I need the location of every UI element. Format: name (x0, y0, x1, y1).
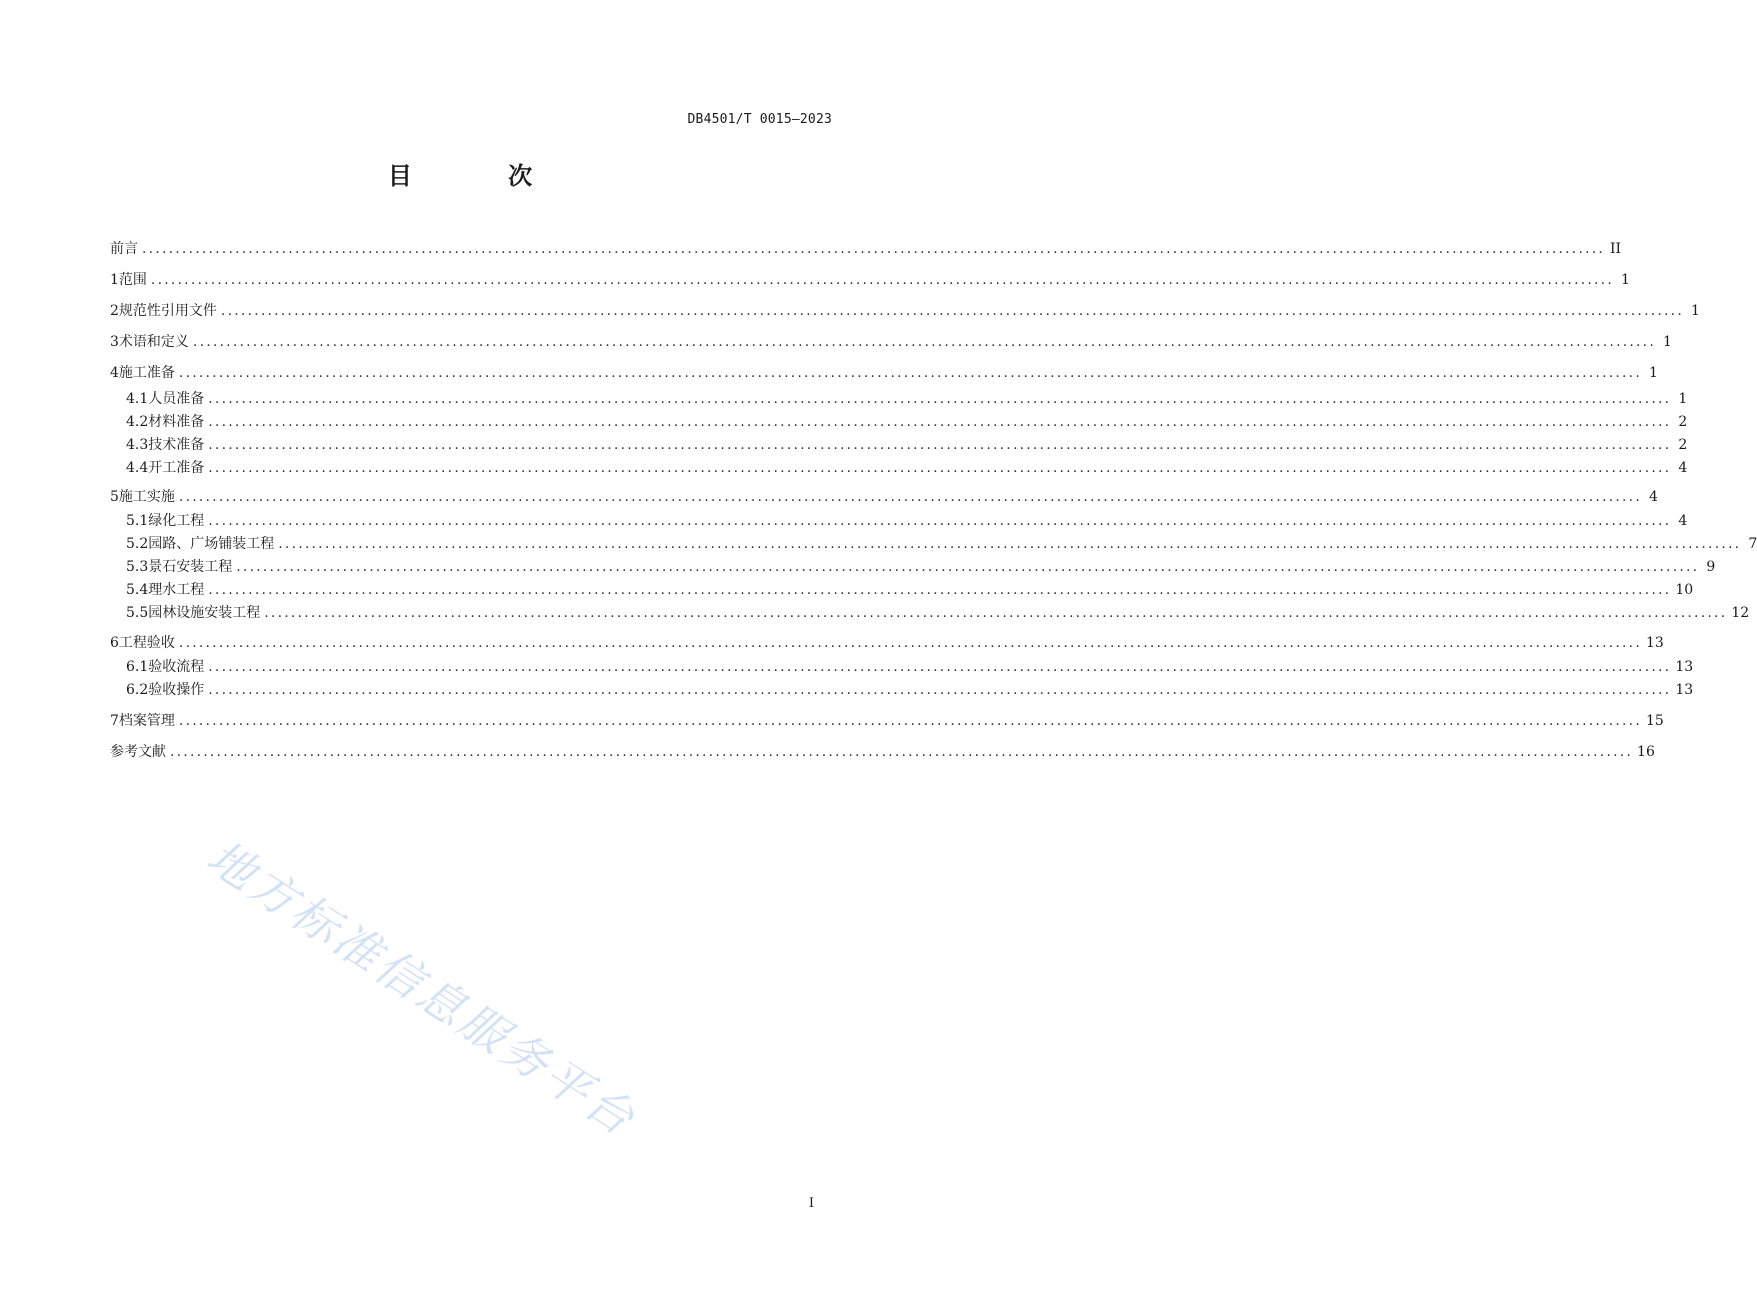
toc-entry-label: 档案管理 (118, 713, 175, 729)
toc-leader-dots: ............................................................................................................................................................................................................................ (142, 241, 1606, 257)
toc-leader-dots: ............................................................................................................................................................................................................................ (208, 437, 1672, 453)
toc-entry-label: 规范性引用文件 (118, 303, 217, 319)
toc-entry-label: 验收流程 (148, 659, 205, 675)
toc-entry-page: 4 (1649, 489, 1658, 505)
toc-entry-label: 园路、广场铺装工程 (148, 536, 275, 552)
toc-entry[interactable] (110, 302, 1700, 320)
toc-leader-dots: ............................................................................................................................................................................................................................ (208, 414, 1672, 430)
toc-entry-page: 16 (1637, 744, 1655, 760)
toc-entry-number: 5.3 (126, 559, 149, 575)
toc-entry[interactable] (110, 743, 1655, 761)
toc-leader-dots: ............................................................................................................................................................................................................................ (208, 659, 1672, 675)
toc-entry-label: 材料准备 (148, 414, 205, 430)
toc-leader-dots: ............................................................................................................................................................................................................................ (178, 713, 1642, 729)
toc-leader-dots: ............................................................................................................................................................................................................................ (264, 605, 1728, 621)
toc-entry[interactable] (110, 604, 1750, 622)
toc-entry-label: 园林设施安装工程 (148, 605, 261, 621)
toc-entry-number: 4.3 (126, 437, 149, 453)
toc-entry[interactable] (110, 712, 1664, 730)
page-title: 目 次 (387, 162, 577, 190)
toc-leader-dots: ............................................................................................................................................................................................................................ (150, 272, 1614, 288)
toc-entry[interactable] (110, 364, 1658, 382)
toc-leader-dots: ............................................................................................................................................................................................................................ (178, 365, 1642, 381)
toc-entry-number: 5.4 (126, 582, 149, 598)
toc-entry-number: 3 (110, 334, 119, 350)
toc-entry-number: 4.2 (126, 414, 149, 430)
toc-entry-page: 13 (1675, 659, 1694, 675)
page-number: I (808, 1196, 814, 1211)
toc-entry-number: 5 (110, 489, 119, 505)
toc-leader-dots: ............................................................................................................................................................................................................................ (192, 334, 1656, 350)
toc-entry-page: 4 (1678, 460, 1688, 476)
toc-leader-dots: ............................................................................................................................................................................................................................ (236, 559, 1700, 575)
toc-entry-number: 4.1 (126, 391, 149, 407)
toc-entry-label: 施工准备 (118, 365, 175, 381)
toc-entry-label: 术语和定义 (118, 334, 189, 350)
toc-entry-page: 13 (1645, 635, 1664, 651)
toc-entry-page: 12 (1731, 605, 1750, 621)
toc-entry-page: 15 (1645, 713, 1664, 729)
toc-entry[interactable] (110, 535, 1757, 553)
toc-entry-label: 参考文献 (110, 744, 166, 760)
toc-entry-number: 2 (110, 303, 119, 319)
toc-entry-page: 1 (1691, 303, 1700, 319)
watermark-text: 地方标准信息服务平台 (197, 829, 647, 1148)
toc-entry-page: 1 (1621, 272, 1630, 288)
toc-entry-number: 5.1 (126, 513, 149, 529)
toc-leader-dots: ............................................................................................................................................................................................................................ (178, 489, 1642, 505)
toc-entry-page: 1 (1649, 365, 1658, 381)
toc-leader-dots: ............................................................................................................................................................................................................................ (170, 744, 1634, 760)
toc-entry[interactable] (110, 558, 1716, 576)
toc-leader-dots: ............................................................................................................................................................................................................................ (208, 460, 1672, 476)
toc-entry-page: 1 (1678, 391, 1688, 407)
toc-entry-label: 前言 (110, 241, 138, 257)
toc-entry-page: 9 (1706, 559, 1716, 575)
toc-entry[interactable] (110, 459, 1688, 477)
toc-entry[interactable] (110, 333, 1672, 351)
toc-entry-page: 7 (1748, 536, 1757, 552)
toc-entry[interactable] (110, 240, 1622, 258)
toc-leader-dots: ............................................................................................................................................................................................................................ (278, 536, 1742, 552)
toc-entry-number: 6 (110, 635, 119, 651)
toc-entry[interactable] (110, 658, 1694, 676)
toc-entry-page: 2 (1678, 437, 1688, 453)
toc-entry-label: 技术准备 (148, 437, 205, 453)
toc-entry-number: 4.4 (126, 460, 149, 476)
toc-leader-dots: ............................................................................................................................................................................................................................ (220, 303, 1684, 319)
toc-entry-number: 6.1 (126, 659, 149, 675)
toc-leader-dots: ............................................................................................................................................................................................................................ (208, 513, 1672, 529)
toc-entry[interactable] (110, 512, 1688, 530)
toc-entry-label: 人员准备 (148, 391, 205, 407)
document-code: DB4501/T 0015—2023 (687, 112, 832, 127)
toc-entry-number: 5.5 (126, 605, 149, 621)
toc-entry[interactable] (110, 436, 1688, 454)
toc-entry-page: 1 (1663, 334, 1672, 350)
toc-entry[interactable] (110, 413, 1688, 431)
toc-entry-page: 4 (1678, 513, 1688, 529)
toc-entry-label: 施工实施 (118, 489, 175, 505)
toc-entry-number: 7 (110, 713, 119, 729)
toc-entry-label: 工程验收 (118, 635, 175, 651)
toc-entry[interactable] (110, 634, 1664, 652)
toc-entry-page: II (1609, 241, 1622, 257)
toc-entry-label: 理水工程 (148, 582, 205, 598)
toc-entry-label: 验收操作 (148, 682, 205, 698)
toc-entry-label: 范围 (118, 272, 147, 288)
toc-entry-label: 绿化工程 (148, 513, 205, 529)
toc-entry[interactable] (110, 488, 1658, 506)
toc-entry-number: 6.2 (126, 682, 149, 698)
toc-entry-page: 13 (1675, 682, 1694, 698)
toc-entry-number: 1 (110, 272, 119, 288)
toc-entry-label: 开工准备 (148, 460, 205, 476)
toc-entry[interactable] (110, 390, 1688, 408)
toc-entry[interactable] (110, 271, 1630, 289)
toc-entry-page: 10 (1675, 582, 1694, 598)
toc-entry-number: 4 (110, 365, 119, 381)
toc-entry[interactable] (110, 581, 1694, 599)
toc-entry-number: 5.2 (126, 536, 149, 552)
toc-entry-page: 2 (1678, 414, 1688, 430)
toc-leader-dots: ............................................................................................................................................................................................................................ (208, 391, 1672, 407)
toc-leader-dots: ............................................................................................................................................................................................................................ (208, 682, 1672, 698)
toc-entry-label: 景石安装工程 (148, 559, 233, 575)
toc-entry[interactable] (110, 681, 1694, 699)
toc-leader-dots: ............................................................................................................................................................................................................................ (178, 635, 1642, 651)
toc-leader-dots: ............................................................................................................................................................................................................................ (208, 582, 1672, 598)
